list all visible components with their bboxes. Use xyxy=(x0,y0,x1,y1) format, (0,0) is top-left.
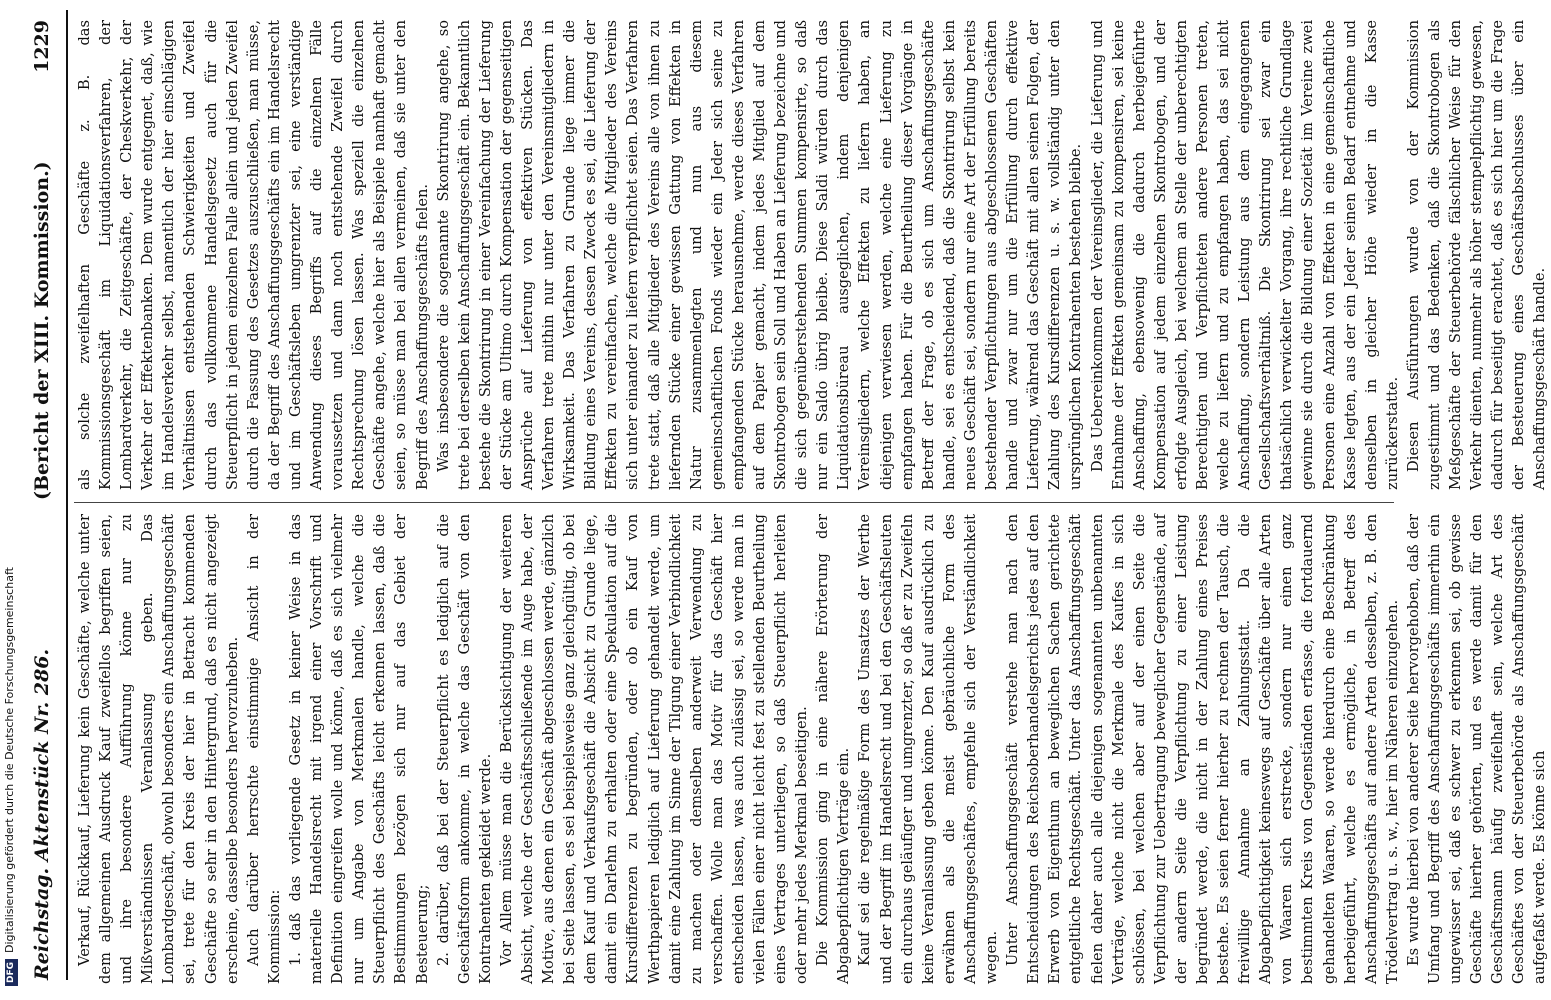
dfg-logo: DFG xyxy=(5,959,18,986)
paragraph: Die Kommission ging in eine nähere Erörterung der Abgabepflichtigen Verträge ein. xyxy=(814,514,853,984)
paragraph: Vor Allem müsse man die Berücksichtigung der weiteren Absicht, welche der Geschäftsschließende im Auge habe, der Motive, aus denen ein Geschäft abgeschlossen werde, gänzlich bei Seite lassen, es sei beispielsweise ganz gleichgültig, ob bei dem Kauf und Verkaufsgeschäft die Absicht zu Grunde liege, damit ein Darlehn zu erhalten oder eine Spekulation auf die Kursdifferenzen zu begründen, oder ob ein Kauf von Werthpapieren lediglich auf Lieferung gehandelt werde, um damit eine Zahlung im Sinne der Tilgung einer Verbindlichkeit zu machen oder demselben anderweit Verwendung zu verschaffen. Wolle man das Motiv für das Geschäft hier entscheiden lassen, was auch zulässig sei, so werde man in vielen Fällen einer nicht leicht fest zu stellenden Beurtheilung eines Vertrages unterliegen, so daß Steuerpflicht herleiten oder mehr jedes Merkmal beseitigen. xyxy=(497,514,811,984)
digitization-spine xyxy=(0,0,20,1000)
running-head-right-title: (Bericht der XIII. Kommission.) xyxy=(31,161,53,500)
paragraph: Es wurde hierbei von anderer Seite hervorgehoben, daß der Umfang und Begriff des Anschaffungsgeschäfts immerhin ein ungewisser sei, daß es schwer zu erkennen sei, ob gewisse Geschäfte hierher gehörten, und es werde damit für den Geschäftsmann häufig zweifelhaft sein, welche Art des Geschäftes von der Steuerbehörde als Anschaffungsgeschäft aufgefaßt werde. Es könne sich xyxy=(1404,514,1549,984)
rotated-page-content xyxy=(22,0,1549,1000)
paragraph: Diesen Ausführungen wurde von der Kommission zugestimmt und das Bedenken, daß die Skontrobogen als Meßgeschäfte der Steuerbehörde fälschlicher Weise für den Verkehr dienten, nunmehr als höher stempelpflichtig gewesen, dadurch für beseitigt erachtet, daß es sich hier um die Frage der Besteuerung eines Geschäftsabschlusses über ein Anschaffungsgeschäft handle. xyxy=(1404,20,1549,490)
running-head-left: Reichstag. Aktenstück Nr. 286. xyxy=(31,648,53,980)
header-rule xyxy=(66,10,68,980)
spine-caption xyxy=(2,0,18,1000)
paragraph: Verkauf, Rückkauf, Lieferung kein Geschäfte, welche unter dem allgemeinen Ausdruck Kauf zweifellos begriffen seien, und ihre besondere Aufführung könne nur zu Mißverständnissen Veranlassung geben. Das Lombardgeschäft, obwohl besonders ein Anschaffungsgeschäft sei, trete für den Kreis der hier in Betracht kommenden Geschäfte so sehr in den Hintergrund, daß es nicht angezeigt erscheine, dasselbe besonders hervorzuheben. xyxy=(76,514,241,984)
paragraph: 1. daß das vorliegende Gesetz in keiner Weise in das materielle Handelsrecht mit irgend einer Vorschrift und Definition eingreifen wolle und könne, daß es sich vielmehr nur um Angabe von Merkmalen handle, welche die Steuerpflicht des Geschäfts leicht erkennen lassen, daß die Bestimmungen bezögen sich nur auf das Gebiet der Besteuerung; xyxy=(286,514,431,984)
page-number: 1229 xyxy=(31,20,53,73)
text-column-left xyxy=(74,514,1549,984)
column-divider xyxy=(74,502,1394,503)
text-column-right xyxy=(74,20,1549,490)
paragraph: Auch darüber herrschte einstimmige Ansicht in der Kommission: xyxy=(244,514,283,984)
paragraph: Kauf sei die regelmäßige Form des Umsatzes der Werthe und der Begriff im Handelsrecht und bei den Geschäftsleuten ein durchaus geläufiger und umgrenzter, so daß er zu Zweifeln keine Veranlassung geben könne. Den Kauf ausdrücklich zu erwähnen als die meist gebräuchliche Form des Anschaffungsgeschäftes, empfehle sich der Verständlichkeit wegen. xyxy=(856,514,1001,984)
paragraph: Das Uebereinkommen der Vereinsglieder, die Lieferung und Entnahme der Effekten gemeinsam zu kompensiren, sei keine Anschaffung, ebensowenig die dadurch herbeigeführte Kompensation auf jedem einzelnen Skontrobogen, und der erfolgte Ausgleich, bei welchem an Stelle der unberechtigten Berechtigten und Verpflichteten andere Personen treten, welche zu liefern und zu empfangen haben, das sei nicht Anschaffung, sondern Leistung aus dem eingegangenen Gesellschaftsverhältniß. Die Skontrirung sei zwar ein thatsächlich verwickelter Vorgang, ihre rechtliche Grundlage gewinne sie durch die Bildung einer Sozietät im Vereine zwei Personen eine Anzahl von Effekten in eine gemeinschaftliche Kasse legten, aus der ein Jeder seinen Bedarf entnehme und denselben in gleicher Höhe wieder in die Kasse zurückerstatte. xyxy=(1088,20,1401,490)
paragraph: 2. darüber, daß bei der Steuerpflicht es lediglich auf die Geschäftsform ankomme, in welche das Geschäft von den Kontrahenten gekleidet werde. xyxy=(434,514,494,984)
paragraph: Was insbesondere die sogenannte Skontrirung angehe, so trete bei derselben kein Anschaffungsgeschäft ein. Bekanntlich bestehe die Skontrirung in einer Vereinfachung der Lieferung der Stücke am Ultimo durch Kompensation der gegenseitigen Ansprüche auf Lieferung von effektiven Stücken. Das Verfahren trete mithin nur unter den Vereinsmitgliedern in Wirksamkeit. Das Verfahren zu Grunde liege immer die Bildung eines Vereins, dessen Zweck es sei, die Lieferung der Effekten zu vereinfachen, welche die Mitglieder des Vereins sich unter einander zu liefern verpflichtet seien. Das Verfahren trete statt, daß alle Mitglieder des Vereins alle von ihnen zu liefernden Stücke einer gewissen Gattung von Effekten in Natur zusammenlegten und nun aus diesem gemeinschaftlichen Fonds wieder ein Jeder sich seine zu empfangenden Stücke herausnehme, werde dieses Verfahren auf dem Papier gemacht, indem jedes Mitglied auf dem Skontrobogen sein Soll und Haben an Lieferung bezeichne und die sich gegenüberstehenden Summen kompensirte, so daß nur ein Saldo übrig bleibe. Diese Saldi würden durch das Liquidationsbüreau ausgeglichen, indem denjenigen Vereinsgliedern, welche Effekten zu liefern haben, an diejenigen verwiesen werden, welche eine Lieferung zu empfangen haben. Für die Beurtheilung dieser Vorgänge in Betreff der Frage, ob es sich um Anschaffungsgeschäfte handle, sei es entscheidend, daß die Skontrirung selbst kein neues Geschäft sei, sondern nur eine Art der Erfüllung bereits bestehender Verpflichtungen aus abgeschlossenen Geschäften handle und zwar nur um die Erfüllung durch effektive Lieferung, während das Geschäft mit allen seinen Folgen, der Zahlung des Kursdifferenzen u. s. w. vollständig unter den ursprünglichen Kontrahenten bestehen bleibe. xyxy=(434,20,1085,490)
paragraph: Unter Anschaffungsgeschäft verstehe man nach den Entscheidungen des Reichsoberhandelsgerichts jedes auf den Erwerb von Eigenthum an beweglichen Sachen gerichtete entgeltliche Rechtsgeschäft. Unter das Anschaffungsgeschäft fielen daher auch alle diejenigen sogenannten unbenannten Verträge, welche nicht die Merkmale des Kaufes in sich schlössen, bei welchen aber auf der einen Seite die Verpflichtung zur Uebertragung beweglicher Gegenstände, auf der andern Seite die Verpflichtung zu einer Leistung begründet werde, die nicht in der Zahlung eines Preises bestehe. Es seien ferner hierher zu rechnen der Tausch, die freiwillige Annahme an Zahlungsstatt. Da die Abgabepflichtigkeit keineswegs auf Geschäfte über alle Arten von Waaren sich erstrecke, sondern nur einen ganz bestimmten Kreis von Gegenständen erfasse, die fortdauernd gehandelten Waaren, so werde hierdurch eine Beschränkung herbeigeführt, welche es ermögliche, in Betreff des Anschaffungsgeschäfts auf andere Arten desselben, z. B. den Trödelvertrag u. s. w., hier im Näheren einzugehen. xyxy=(1004,514,1401,984)
paragraph: als solche zweifelhaften Geschäfte z. B. das Kommissionsgeschäft im Liquidationsverfahren, der Lombardverkehr, die Zeitgeschäfte, der Cheskverkehr, der Verkehr der Effektenbanken. Dem wurde entgegnet, daß, wie im Handelsverkehr selbst, namentlich der hier einschlägigen Verhältnissen entstehenden Schwierigkeiten und Zweifel durch das vollkommene Handelsgesetz auch für die Steuerpflicht in jedem einzelnen Falle allein und jeden Zweifel durch die Fassung des Gesetzes auszuschließen, man müsse, da der Begriff des Anschaffungsgeschäfts ein im Handelsrecht und im Geschäftsleben umgrenzter sei, eine verständige Anwendung dieses Begriffs auf die einzelnen Fälle voraussetzen und dann noch entstehende Zweifel durch Rechtsprechung lösen lassen. Was speziell die einzelnen Geschäfte angehe, welche hier als Beispiele namhaft gemacht seien, so müsse man bei allen vermeinen, daß sie unter den Begriff des Anschaffungsgeschäfts fielen. xyxy=(76,20,431,490)
running-head-right xyxy=(22,20,62,500)
spine-caption-text: Digitalisierung gefördert durch die Deutsche Forschungsgemeinschaft xyxy=(3,567,16,953)
